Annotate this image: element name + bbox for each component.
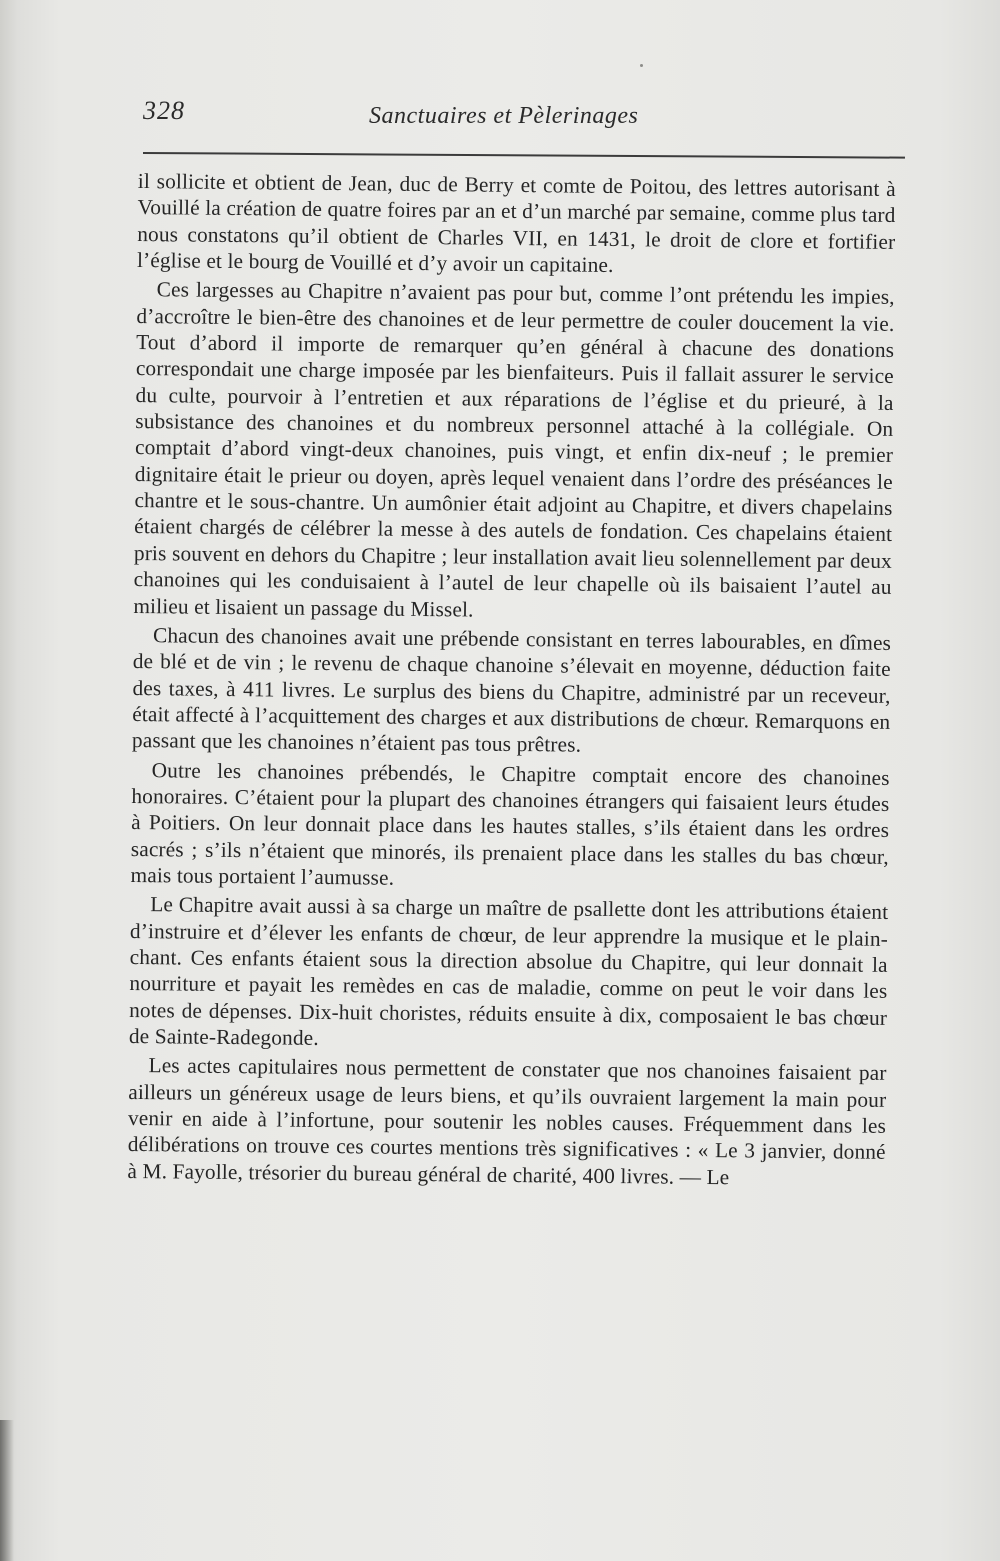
paragraph: Chacun des chanoines avait une prébende consistant en terres labourables, en dîmes de blé et de vin ; le revenu de chaque chanoine s’élevait en moyenne, déduction faite des taxes, à 411 livres. Le surplus des biens du Chapitre, administré par un receveur, était affecté à l’acquittement des charges et aux distributions de chœur. Remarquons en passant que les chanoines n’étaient pas tous prêtres.	[131, 623, 892, 757]
paragraph-continued: il sollicite et obtient de Jean, duc de Berry et comte de Poitou, des lettres autorisant à Vouillé la création de quatre foires par an et d’un marché par semaine, comme plus tard nous constatons qu’il obtient de Charles VII, en 1431, le droit de clore et fortifier l’église et le bourg de Vouillé et d’y avoir un capitaine.	[136, 168, 896, 278]
page-header	[143, 96, 905, 136]
paragraph: Ces largesses au Chapitre n’avaient pas pour but, comme l’ont prétendu les impies, d’accroître le bien-être des chanoines et de leur permettre de couler doucement la vie. Tout d’abord il importe de remarquer qu’en général à chacune des donations correspondait une charge imposée par les bienfaiteurs. Puis il fallait assurer le service du culte, pourvoir à l’entretien et aux réparations de l’église et du prieuré, à la subsistance des chanoines et du nombreux personnel attaché à la collégiale. On comptait d’abord vingt-deux chanoines, puis vingt, et enfin dix-neuf ; le premier dignitaire était le prieur ou doyen, après lequel venaient dans l’ordre des préséances le chantre et le sous-chantre. Un aumônier était adjoint au Chapitre, et divers chapelains étaient chargés de célébrer la messe à des autels de fondation. Ces chapelains étaient pris souvent en dehors du Chapitre ; leur installation avait lieu solennellement par deux chanoines qui les conduisaient à l’autel de leur chapelle où ils baisaient l’autel au milieu et lisaient un passage du Missel.	[133, 277, 895, 622]
body-text	[127, 168, 896, 1195]
header-rule	[143, 152, 905, 159]
running-title: Sanctuaires et Pèlerinages	[369, 103, 639, 129]
paragraph: Le Chapitre avait aussi à sa charge un maître de psallette dont les attributions étaient d’instruire et d’élever les enfants de chœur, de leur apprendre la musique et le plain-chant. Ces enfants étaient sous la direction absolue du Chapitre, qui leur donnait la nourriture et payait les remèdes en cas de maladie, comme on peut le voir dans les notes de dépenses. Dix-huit choristes, réduits ensuite à dix, composaient le bas chœur de Sainte-Radegonde.	[128, 892, 889, 1050]
page-number: 328	[143, 96, 185, 125]
paragraph: Les actes capitulaires nous permettent de constater que nos chanoines faisaient par ailleurs un généreux usage de leurs biens, et qu’ils ouvraient largement la main pour venir en aide à l’infortune, pour soutenir les nobles causes. Fréquemment dans les délibérations on trouve ces courtes mentions très significatives : « Le 3 janvier, donné à M. Fayolle, trésorier du bureau général de charité, 400 livres. — Le	[127, 1053, 887, 1189]
binding-shadow	[0, 1420, 14, 1561]
paragraph: Outre les chanoines prébendés, le Chapitre comptait encore des chanoines honoraires. C’étaient pour la plupart des chanoines étrangers qui faisaient leurs études à Poitiers. On leur donnait place dans les hautes stalles, s’ils étaient dans les ordres sacrés ; s’ils n’étaient que minorés, ils prenaient place dans les stalles du bas chœur, mais tous portaient l’aumusse.	[130, 757, 890, 890]
paper-speck	[640, 64, 643, 67]
